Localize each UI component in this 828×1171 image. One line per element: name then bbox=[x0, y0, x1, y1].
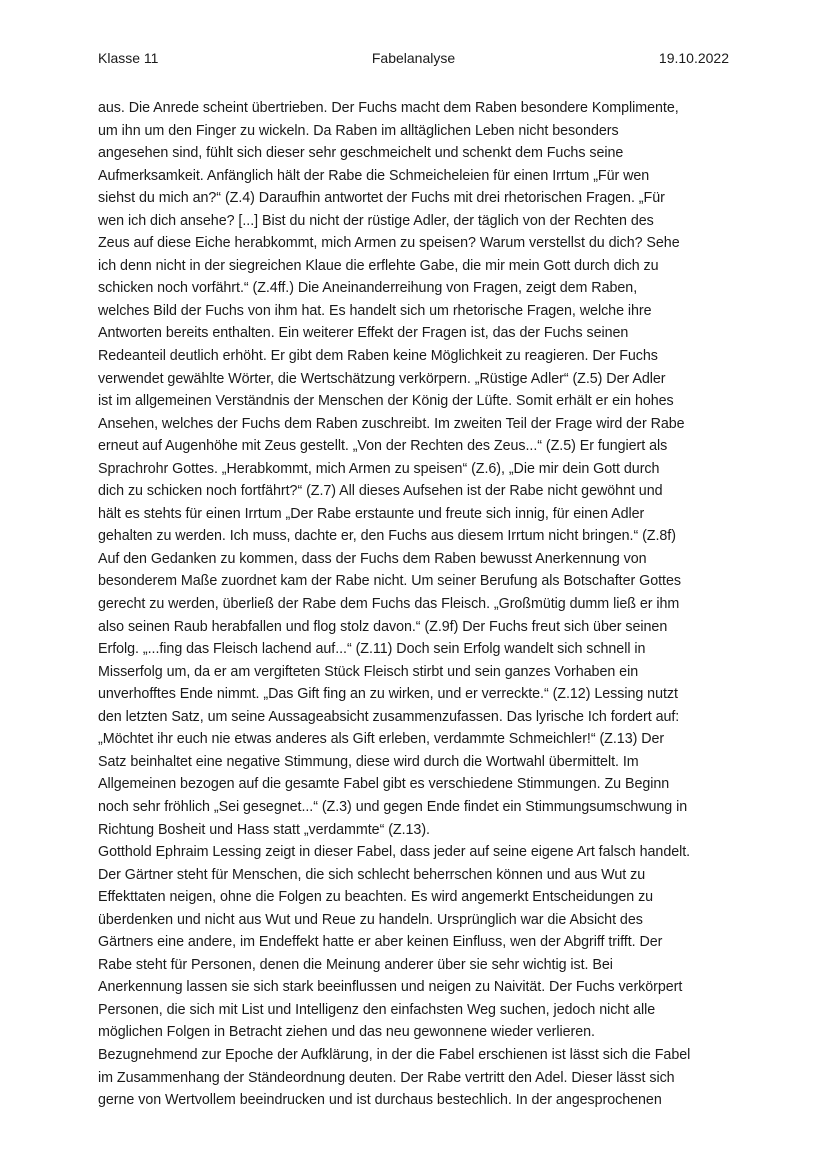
text-line: Der Gärtner steht für Menschen, die sich schlecht beherrschen können und aus Wut zu bbox=[98, 866, 646, 883]
text-line: gerecht zu werden, überließ der Rabe dem Fuchs das Fleisch. „Großmütig dumm ließ er ihm bbox=[98, 596, 680, 613]
text-line: Auf den Gedanken zu kommen, dass der Fuchs dem Raben bewusst Anerkennung von bbox=[98, 550, 647, 567]
body-text bbox=[98, 97, 738, 1112]
text-line: Rabe steht für Personen, denen die Meinung anderer über sie sehr wichtig ist. Bei bbox=[98, 956, 613, 973]
text-line: Gotthold Ephraim Lessing zeigt in dieser Fabel, dass jeder auf seine eigene Art falsch handelt. bbox=[98, 844, 691, 861]
text-line: siehst du mich an?“ (Z.4) Daraufhin antwortet der Fuchs mit drei rhetorischen Fragen. „Für bbox=[98, 190, 665, 207]
text-line: überdenken und nicht aus Wut und Reue zu handeln. Ursprünglich war die Absicht des bbox=[98, 911, 643, 928]
text-line: Personen, die sich mit List und Intelligenz den einfachsten Weg suchen, jedoch nicht alle bbox=[98, 1001, 656, 1018]
text-line: schicken noch vorfährt.“ (Z.4ff.) Die Aneinanderreihung von Fragen, zeigt dem Raben, bbox=[98, 280, 638, 297]
text-line: welches Bild der Fuchs von ihm hat. Es handelt sich um rhetorische Fragen, welche ihre bbox=[98, 302, 652, 319]
text-line: Erfolg. „...fing das Fleisch lachend auf...“ (Z.11) Doch sein Erfolg wandelt sich schnell in bbox=[98, 641, 646, 658]
text-line: Misserfolg um, da er am vergifteten Stück Fleisch stirbt und sein ganzes Vorhaben ein bbox=[98, 663, 639, 680]
text-line: Sprachrohr Gottes. „Herabkommt, mich Armen zu speisen“ (Z.6), „Die mir dein Gott durch bbox=[98, 460, 660, 477]
text-line: besonderem Maße zuordnet kam der Rabe nicht. Um seiner Berufung als Botschafter Gottes bbox=[98, 573, 681, 590]
text-line: erneut auf Augenhöhe mit Zeus gestellt. „Von der Rechten des Zeus...“ (Z.5) Er fungiert als bbox=[98, 438, 668, 455]
text-line: Aufmerksamkeit. Anfänglich hält der Rabe die Schmeicheleien für einen Irrtum „Für wen bbox=[98, 167, 650, 184]
header-class: Klasse 11 bbox=[98, 50, 159, 66]
text-line: dich zu schicken noch fortfährt?“ (Z.7) All dieses Aufsehen ist der Rabe nicht gewöhnt und bbox=[98, 483, 663, 500]
text-line: gehalten zu werden. Ich muss, dachte er, den Fuchs aus diesem Irrtum nicht bringen.“ (Z.8f) bbox=[98, 528, 676, 545]
text-line: Satz beinhaltet eine negative Stimmung, diese wird durch die Wortwahl übermittelt. Im bbox=[98, 753, 639, 770]
text-line: verwendet gewählte Wörter, die Wertschätzung verkörpern. „Rüstige Adler“ (Z.5) Der Adler bbox=[98, 370, 666, 387]
text-line: noch sehr fröhlich „Sei gesegnet...“ (Z.3) und gegen Ende findet ein Stimmungsumschwung in bbox=[98, 798, 688, 815]
text-line: also seinen Raub herabfallen und flog stolz davon.“ (Z.9f) Der Fuchs freut sich über seinen bbox=[98, 618, 668, 635]
text-line: Redeanteil deutlich erhöht. Er gibt dem Raben keine Möglichkeit zu reagieren. Der Fuchs bbox=[98, 348, 658, 365]
text-line: Bezugnehmend zur Epoche der Aufklärung, in der die Fabel erschienen ist lässt sich die Fabel bbox=[98, 1046, 691, 1063]
text-line: Allgemeinen bezogen auf die gesamte Fabel gibt es verschiedene Stimmungen. Zu Beginn bbox=[98, 776, 670, 793]
text-line: Effekttaten neigen, ohne die Folgen zu beachten. Es wird angemerkt Entscheidungen zu bbox=[98, 889, 654, 906]
text-line: den letzten Satz, um seine Aussageabsicht zusammenzufassen. Das lyrische Ich fordert auf: bbox=[98, 708, 680, 725]
text-line: aus. Die Anrede scheint übertrieben. Der Fuchs macht dem Raben besondere Komplimente, bbox=[98, 100, 679, 116]
page-header bbox=[98, 50, 729, 70]
text-line: Anerkennung lassen sie sich stark beeinflussen und neigen zu Naivität. Der Fuchs verkörpert bbox=[98, 979, 683, 996]
text-line: gerne von Wertvollem beeindrucken und ist durchaus bestechlich. In der angesprochenen bbox=[98, 1092, 662, 1109]
text-line: Zeus auf diese Eiche herabkommt, mich Armen zu speisen? Warum verstellst du dich? Sehe bbox=[98, 235, 680, 252]
text-line: Antworten bereits enthalten. Ein weiterer Effekt der Fragen ist, das der Fuchs seinen bbox=[98, 325, 629, 342]
text-line: um ihn um den Finger zu wickeln. Da Raben im alltäglichen Leben nicht besonders bbox=[98, 122, 619, 139]
text-line: unverhofftes Ende nimmt. „Das Gift fing an zu wirken, und er verreckte.“ (Z.12) Lessing nutzt bbox=[98, 686, 678, 703]
header-date: 19.10.2022 bbox=[658, 50, 729, 66]
text-line: möglichen Folgen in Betracht ziehen und das neu gewonnene wieder verlieren. bbox=[98, 1024, 595, 1041]
text-line: ist im allgemeinen Verständnis der Menschen der König der Lüfte. Somit erhält er ein hohes bbox=[98, 393, 674, 410]
header-title: Fabelanalyse bbox=[371, 50, 456, 66]
text-line: Gärtners eine andere, im Endeffekt hatte er aber keinen Einfluss, wen der Abgriff trifft. Der bbox=[98, 934, 663, 951]
text-line: ich denn nicht in der siegreichen Klaue die erflehte Gabe, die mir mein Gott durch dich zu bbox=[98, 257, 659, 274]
text-line: im Zusammenhang der Ständeordnung deuten. Der Rabe vertritt den Adel. Dieser lässt sich bbox=[98, 1069, 675, 1086]
text-line: Ansehen, welches der Fuchs dem Raben zuschreibt. Im zweiten Teil der Frage wird der Rabe bbox=[98, 415, 685, 432]
text-line: „Möchtet ihr euch nie etwas anderes als Gift erleben, verdammte Schmeichler!“ (Z.13) Der bbox=[98, 731, 665, 748]
text-line: Richtung Bosheit und Hass statt „verdammte“ (Z.13). bbox=[98, 821, 430, 838]
text-line: angesehen sind, fühlt sich dieser sehr geschmeichelt und schenkt dem Fuchs seine bbox=[98, 145, 624, 162]
text-line: wen ich dich ansehe? [...] Bist du nicht der rüstige Adler, der täglich von der Rechten des bbox=[98, 212, 654, 229]
text-line: hält es stehts für einen Irrtum „Der Rabe erstaunte und freute sich innig, für einen Adler bbox=[98, 505, 645, 522]
